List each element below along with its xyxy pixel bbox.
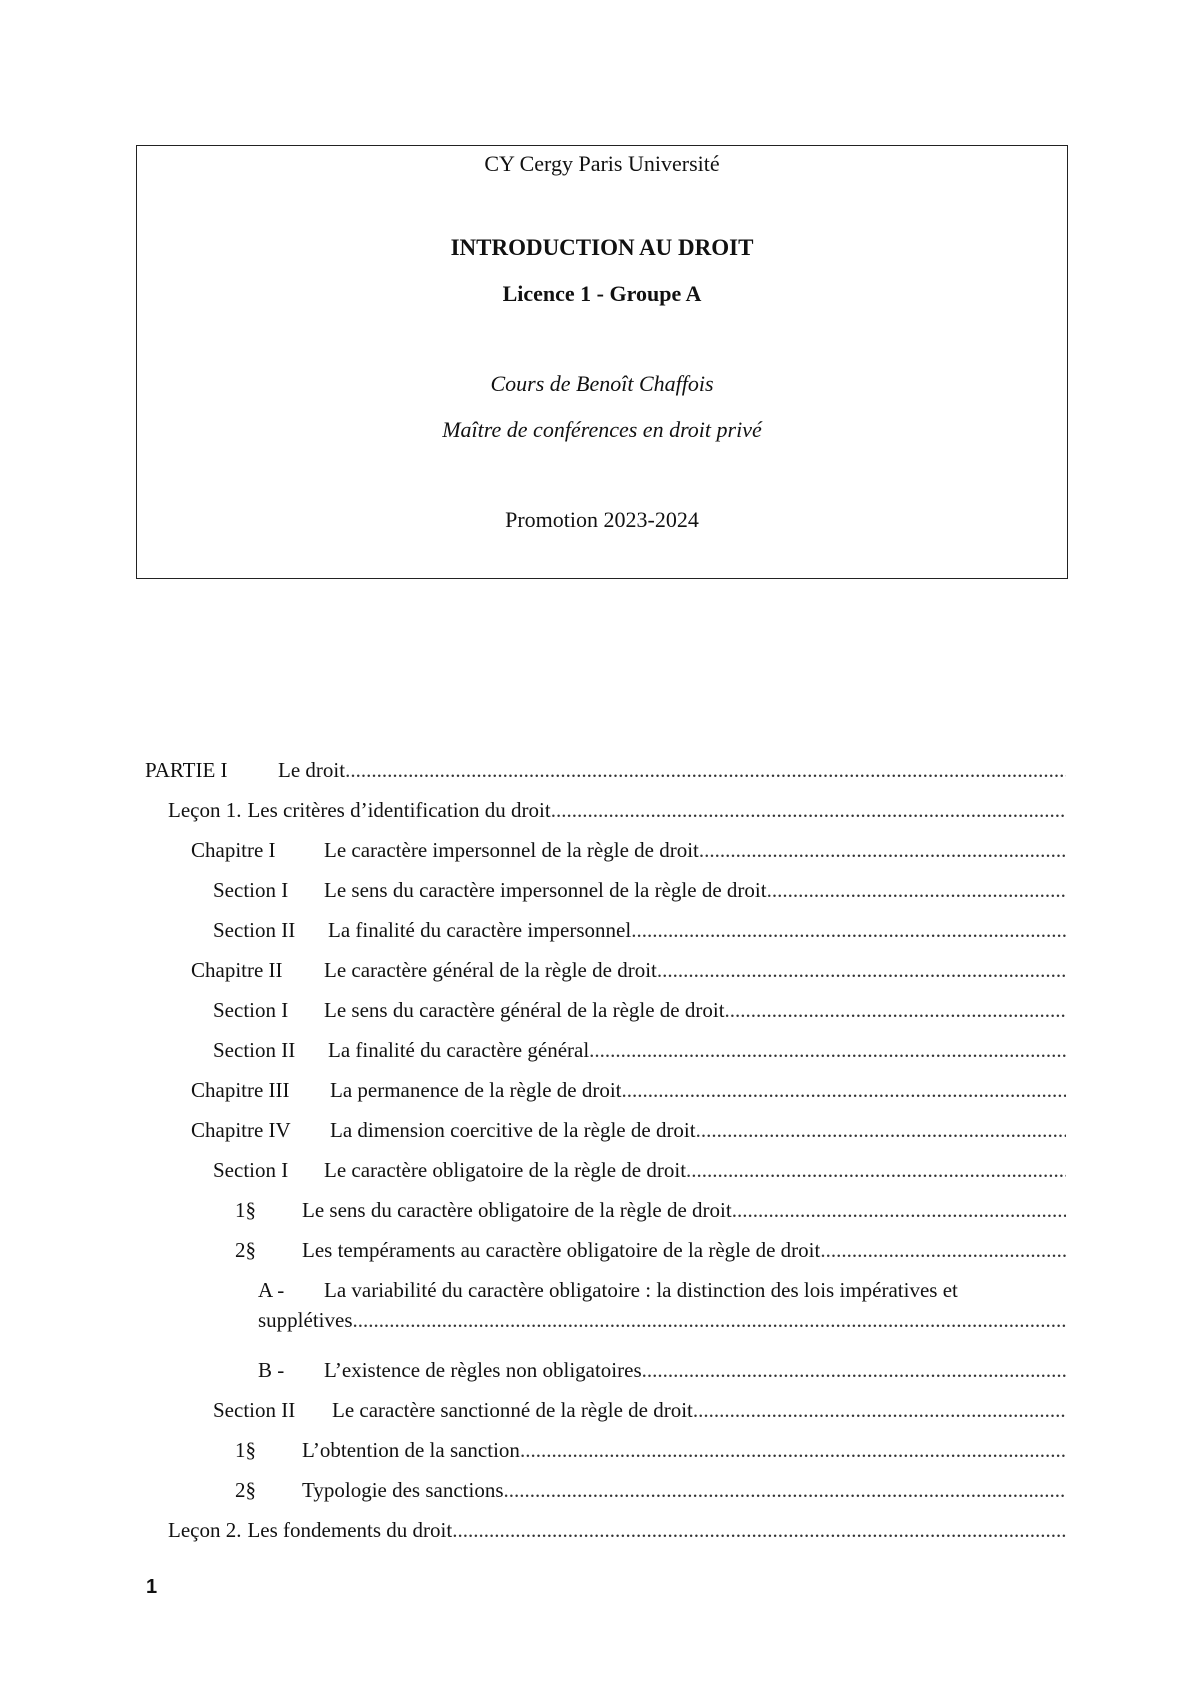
toc-entry-section[interactable]	[213, 1395, 1066, 1425]
toc-entry-lecon-2[interactable]	[168, 1515, 1066, 1545]
toc-label: Section I	[213, 998, 289, 1022]
toc-leader-dots	[767, 875, 1066, 905]
toc-label: B -	[258, 1358, 285, 1382]
toc-label: Section I	[213, 878, 289, 902]
toc-title: Le caractère impersonnel de la règle de droit	[324, 838, 699, 862]
toc-leader-dots	[452, 1515, 1066, 1545]
toc-label: 2§	[235, 1478, 256, 1502]
toc-leader-dots	[686, 1155, 1066, 1185]
toc-label: 1§	[235, 1198, 256, 1222]
toc-leader-dots	[657, 955, 1066, 985]
toc-title: La variabilité du caractère obligatoire : la distinction des lois impératives et	[324, 1278, 958, 1302]
toc-entry-lecon-1[interactable]	[168, 795, 1066, 825]
toc-label: Section II	[213, 1398, 296, 1422]
toc-leader-dots	[725, 995, 1066, 1025]
toc-entry-section[interactable]	[213, 1035, 1066, 1065]
university-name: CY Cergy Paris Université	[484, 151, 720, 176]
toc-label: 1§	[235, 1438, 256, 1462]
toc-label: PARTIE I	[145, 758, 228, 782]
teacher-name: Cours de Benoît Chaffois	[490, 371, 714, 396]
toc-leader-dots	[642, 1355, 1066, 1385]
toc-label: Section II	[213, 918, 296, 942]
toc-title: Les tempéraments au caractère obligatoire de la règle de droit	[302, 1238, 821, 1262]
toc-leader-dots	[622, 1075, 1066, 1105]
title-box	[136, 145, 1068, 579]
promotion: Promotion 2023-2024	[505, 507, 699, 532]
toc-title: Le caractère sanctionné de la règle de droit	[332, 1398, 693, 1422]
toc-entry-paragraph[interactable]	[235, 1235, 1066, 1265]
toc-leader-dots	[820, 1235, 1066, 1265]
toc-label: Section II	[213, 1038, 296, 1062]
toc-title: Le caractère général de la règle de droit	[324, 958, 657, 982]
toc-title: Le sens du caractère obligatoire de la règle de droit	[302, 1198, 732, 1222]
toc-entry-chapitre-4[interactable]	[191, 1115, 1066, 1145]
toc-title: La dimension coercitive de la règle de droit	[330, 1118, 696, 1142]
toc-leader-dots	[732, 1195, 1066, 1225]
toc-title: Typologie des sanctions	[302, 1478, 504, 1502]
toc-entry-chapitre-1[interactable]	[191, 835, 1066, 865]
toc-leader-dots	[504, 1475, 1067, 1505]
toc-title: Le sens du caractère général de la règle de droit	[324, 998, 725, 1022]
toc-entry-chapitre-3[interactable]	[191, 1075, 1066, 1105]
toc-entry-paragraph[interactable]	[235, 1475, 1066, 1505]
course-title: INTRODUCTION AU DROIT	[450, 235, 754, 260]
toc-label: Leçon 2.	[168, 1518, 242, 1542]
toc-label: Chapitre II	[191, 958, 283, 982]
toc-entry-paragraph[interactable]	[235, 1435, 1066, 1465]
toc-entry-subparagraph-a[interactable]	[258, 1275, 1066, 1335]
toc-label: 2§	[235, 1238, 256, 1262]
toc-title: La permanence de la règle de droit	[330, 1078, 622, 1102]
toc-title: Le sens du caractère impersonnel de la règle de droit	[324, 878, 767, 902]
toc-entry-partie-1[interactable]	[145, 755, 1066, 785]
toc-leader-dots	[551, 795, 1066, 825]
toc-label: Chapitre IV	[191, 1118, 291, 1142]
toc-entry-paragraph[interactable]	[235, 1195, 1066, 1225]
toc-title-continuation: supplétives	[258, 1308, 353, 1332]
toc-title: Le caractère obligatoire de la règle de droit	[324, 1158, 687, 1182]
teacher-rank: Maître de conférences en droit privé	[442, 417, 762, 442]
toc-title: Les critères d’identification du droit	[247, 798, 551, 822]
toc-leader-dots	[353, 1305, 1067, 1335]
toc-label: Leçon 1.	[168, 798, 242, 822]
toc-leader-dots	[345, 755, 1066, 785]
toc-title: La finalité du caractère général	[328, 1038, 590, 1062]
toc-label: A -	[258, 1278, 285, 1302]
toc-title: La finalité du caractère impersonnel	[328, 918, 632, 942]
toc-leader-dots	[589, 1035, 1066, 1065]
toc-label: Section I	[213, 1158, 289, 1182]
toc-entry-section[interactable]	[213, 995, 1066, 1025]
toc-entry-section[interactable]	[213, 1155, 1066, 1185]
toc-leader-dots	[693, 1395, 1066, 1425]
toc-label: Chapitre I	[191, 838, 276, 862]
toc-entry-section[interactable]	[213, 875, 1066, 905]
page-number: 1	[146, 1576, 158, 1598]
toc-title: Les fondements du droit	[247, 1518, 453, 1542]
toc-title: L’existence de règles non obligatoires	[324, 1358, 642, 1382]
toc-leader-dots	[699, 835, 1066, 865]
toc-entry-subparagraph-b[interactable]	[258, 1355, 1066, 1385]
course-level: Licence 1 - Groupe A	[502, 281, 702, 306]
toc-entry-chapitre-2[interactable]	[191, 955, 1066, 985]
toc-leader-dots	[520, 1435, 1066, 1465]
toc-label: Chapitre III	[191, 1078, 290, 1102]
toc-title: Le droit	[278, 758, 346, 782]
toc-leader-dots	[696, 1115, 1066, 1145]
toc-entry-section[interactable]	[213, 915, 1066, 945]
toc-title: L’obtention de la sanction	[302, 1438, 520, 1462]
toc-leader-dots	[631, 915, 1066, 945]
